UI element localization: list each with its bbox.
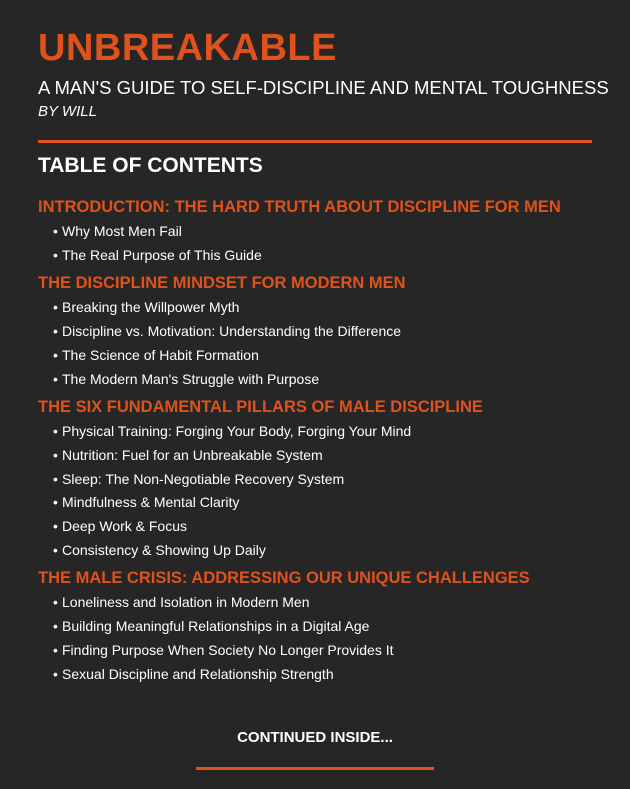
toc-list-item (53, 344, 630, 368)
toc-list-item (53, 591, 630, 615)
toc-list-item (53, 663, 630, 687)
continued-note: CONTINUED INSIDE... (237, 729, 393, 746)
toc-list-item (53, 296, 630, 320)
toc-item-label: Mindfulness & Mental Clarity (62, 494, 240, 511)
section-items (38, 220, 630, 267)
bullet-icon: • (53, 446, 58, 463)
bottom-divider (196, 767, 434, 770)
toc-item-label: Consistency & Showing Up Daily (62, 541, 266, 558)
toc-list-item (53, 244, 630, 268)
toc-section (38, 196, 630, 267)
section-items (38, 591, 630, 686)
toc-section (38, 396, 630, 562)
toc-section (38, 567, 630, 686)
book-subtitle: A MAN'S GUIDE TO SELF-DISCIPLINE AND MENTAL TOUGHNESS (38, 77, 609, 98)
toc-list-item (53, 615, 630, 639)
toc-list-item (53, 539, 630, 563)
bullet-icon: • (53, 618, 58, 635)
section-items (38, 296, 630, 391)
toc-list-item (53, 468, 630, 492)
bullet-icon: • (53, 594, 58, 611)
toc-item-label: The Modern Man's Struggle with Purpose (62, 370, 320, 387)
toc-item-label: Why Most Men Fail (62, 223, 182, 239)
toc-item-label: The Real Purpose of This Guide (62, 246, 262, 263)
bullet-icon: • (53, 223, 58, 239)
bullet-icon: • (53, 299, 58, 316)
toc-list-item (53, 320, 630, 344)
toc-heading: TABLE OF CONTENTS (38, 154, 263, 177)
section-title: THE DISCIPLINE MINDSET FOR MODERN MEN (38, 274, 406, 293)
bullet-icon: • (53, 346, 58, 363)
toc-item-label: Breaking the Willpower Myth (62, 299, 240, 316)
toc-list-item (53, 491, 630, 515)
toc-list-item (53, 368, 630, 392)
book-title: UNBREAKABLE (38, 27, 337, 69)
top-divider (38, 140, 592, 143)
bullet-icon: • (53, 641, 58, 658)
toc-section (38, 272, 630, 391)
toc-sections (38, 196, 630, 691)
bullet-icon: • (53, 665, 58, 682)
section-title: THE MALE CRISIS: ADDRESSING OUR UNIQUE CHALLENGES (38, 569, 530, 588)
toc-item-label: Finding Purpose When Society No Longer Provides It (62, 641, 394, 658)
bullet-icon: • (53, 470, 58, 487)
bullet-icon: • (53, 518, 58, 535)
bullet-icon: • (53, 323, 58, 340)
toc-list-item (53, 639, 630, 663)
toc-item-label: The Science of Habit Formation (62, 346, 259, 363)
toc-item-label: Building Meaningful Relationships in a Digital Age (62, 618, 370, 635)
section-title: INTRODUCTION: THE HARD TRUTH ABOUT DISCIPLINE FOR MEN (38, 198, 561, 216)
toc-item-label: Sexual Discipline and Relationship Strength (62, 665, 334, 682)
bullet-icon: • (53, 370, 58, 387)
toc-item-label: Sleep: The Non-Negotiable Recovery System (62, 470, 345, 487)
author-line: BY WILL (38, 103, 97, 120)
bullet-icon: • (53, 246, 58, 263)
toc-item-label: Nutrition: Fuel for an Unbreakable System (62, 446, 323, 463)
toc-list-item (53, 515, 630, 539)
toc-list-item (53, 444, 630, 468)
bullet-icon: • (53, 423, 58, 440)
toc-item-label: Discipline vs. Motivation: Understanding the Difference (62, 323, 402, 340)
toc-item-label: Deep Work & Focus (62, 518, 188, 535)
toc-item-label: Physical Training: Forging Your Body, Forging Your Mind (62, 423, 412, 440)
toc-list-item (53, 420, 630, 444)
bullet-icon: • (53, 541, 58, 558)
toc-item-label: Loneliness and Isolation in Modern Men (62, 594, 310, 611)
toc-list-item (53, 220, 630, 244)
section-title: THE SIX FUNDAMENTAL PILLARS OF MALE DISCIPLINE (38, 398, 483, 417)
section-items (38, 420, 630, 562)
bullet-icon: • (53, 494, 58, 511)
